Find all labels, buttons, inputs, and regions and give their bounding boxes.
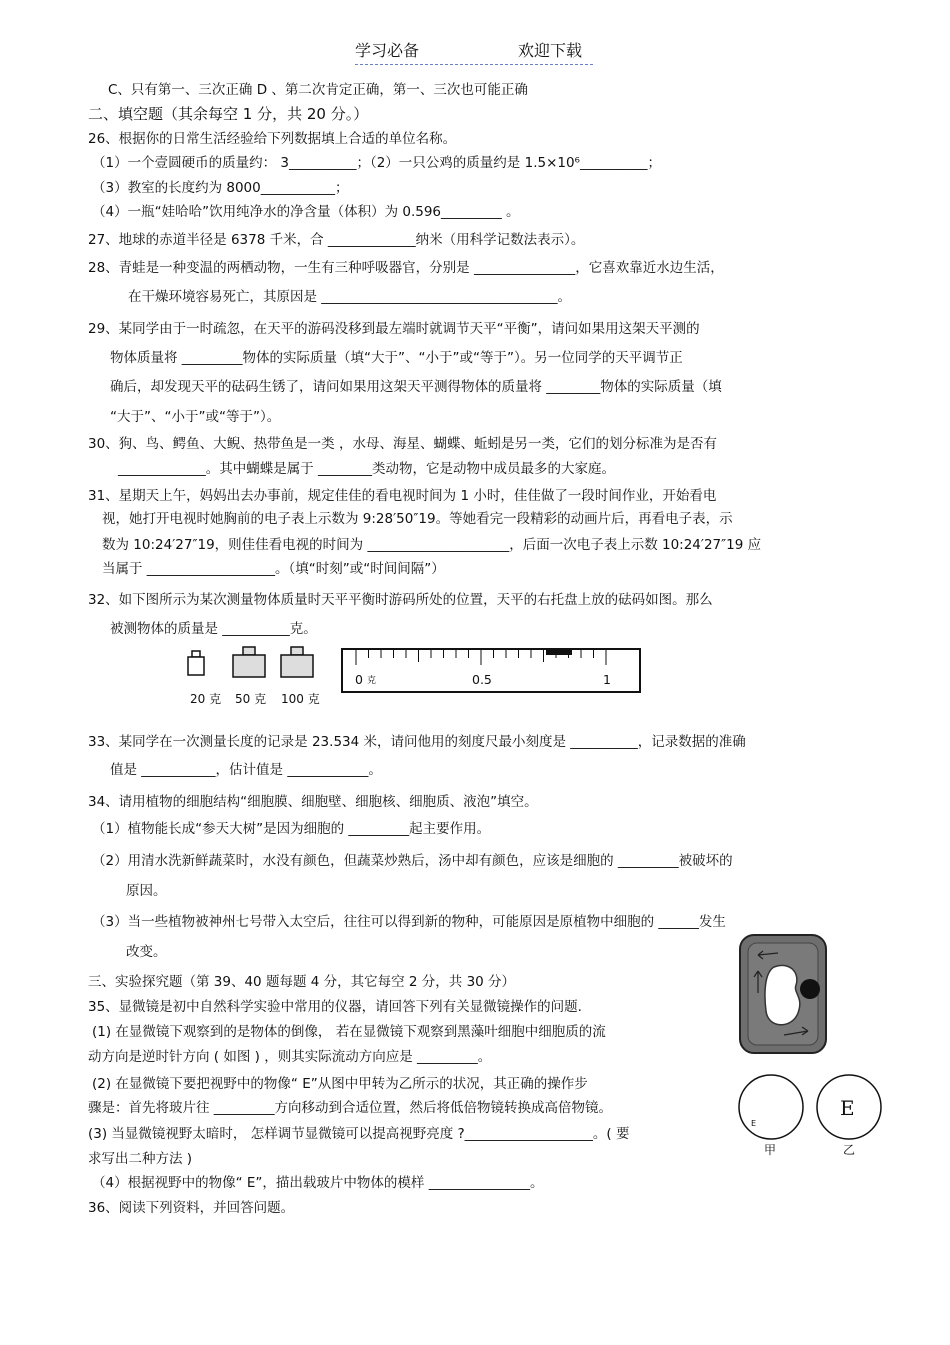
- ruler-end: 1: [603, 672, 611, 687]
- text-line: 31、星期天上午，妈妈出去办事前，规定佳佳的看电视时间为 1 小时，佳佳做了一段时间作业，开始看电: [88, 488, 717, 504]
- text-line: （2）用清水洗新鲜蔬菜时，水没有颜色，但蔬菜炒熟后，汤中却有颜色，应该是细胞的 _________被破坏的: [92, 853, 733, 869]
- text-line: 35、显微镜是初中自然科学实验中常用的仪器，请回答下列有关显微镜操作的问题.: [88, 999, 582, 1015]
- weights-figure: [180, 645, 330, 685]
- text-line: （1）一个壹圆硬币的质量约： 3__________；（2）一只公鸡的质量约是 1.5×10⁶__________；: [92, 155, 661, 171]
- ruler-zero: 0: [355, 672, 363, 687]
- text-line: 确后，却发现天平的砝码生锈了，请问如果用这架天平测得物体的质量将 ________物体的实际质量（填: [110, 379, 722, 395]
- text-line: （1）植物能长成“参天大树”是因为细胞的 _________起主要作用。: [92, 821, 491, 837]
- text-line: 29、某同学由于一时疏忽，在天平的游码没移到最左端时就调节天平“平衡”，请问如果用这架天平测的: [88, 321, 700, 337]
- rider-marker: [546, 649, 572, 655]
- text-line: 求写出二种方法 ): [88, 1151, 193, 1167]
- text-line: (3) 当显微镜视野太暗时， 怎样调节显微镜可以提高视野亮度 ?___________________。( 要: [88, 1126, 630, 1142]
- weight-20g-icon: [188, 651, 204, 675]
- balance-ruler-figure: [340, 647, 644, 695]
- text-line: 32、如下图所示为某次测量物体质量时天平平衡时游码所处的位置，天平的右托盘上放的砝码如图。那么: [88, 592, 713, 608]
- text-line: 值是 ___________，估计值是 ____________。: [110, 762, 382, 778]
- weight-label-20: 20 克: [190, 692, 222, 706]
- field-yi-letter: E: [840, 1096, 855, 1120]
- field-of-view-figure: [735, 1072, 885, 1142]
- text-line: 数为 10:24′27″19，则佳佳看电视的时间为 _____________________，后面一次电子表上示数 10:24′27″19 应: [102, 537, 762, 553]
- text-line: 改变。: [126, 944, 167, 960]
- weight-label-100: 100 克: [281, 692, 320, 706]
- text-line: 30、狗、鸟、鳄鱼、大鲵、热带鱼是一类 ，水母、海星、蝴蝶、蚯蚓是另一类，它们的划分标准为是否有: [88, 436, 717, 452]
- nucleus-shape: [800, 979, 820, 999]
- text-line: 视，她打开电视时她胸前的电子表上示数为 9:28′50″19。等她看完一段精彩的动画片后，再看电子表，示: [102, 511, 733, 527]
- ruler-unit: 克: [367, 676, 377, 686]
- text-line: （3）教室的长度约为 8000___________；: [92, 180, 349, 196]
- field-jia-circle: [739, 1075, 803, 1139]
- weight-100g-icon: [281, 647, 313, 677]
- header-right: 欢迎下载: [518, 41, 583, 60]
- text-line: 物体质量将 _________物体的实际质量（填“大于”、“小于”或“等于”）。另一位同学的天平调节正: [110, 350, 683, 366]
- text-line: 动方向是逆时针方向 ( 如图 ) ，则其实际流动方向应是 _________。: [88, 1049, 492, 1065]
- text-line: 36、阅读下列资料，并回答问题。: [88, 1200, 295, 1216]
- text-line: “大于”、“小于”或“等于”）。: [110, 409, 281, 425]
- header-left: 学习必备: [355, 41, 420, 60]
- text-line: 在干燥环境容易死亡，其原因是 ___________________________________。: [128, 289, 572, 305]
- text-line: (2) 在显微镜下要把视野中的物像“ E”从图中甲转为乙所示的状况，其正确的操作步: [92, 1076, 588, 1092]
- text-line: 被测物体的质量是 __________克。: [110, 621, 317, 637]
- text-line: 二、填空题（其余每空 1 分，共 20 分。）: [88, 105, 369, 123]
- text-line: （4）根据视野中的物像“ E”，描出载玻片中物体的模样 _______________。: [92, 1175, 544, 1191]
- text-line: 原因。: [126, 883, 167, 899]
- text-line: 28、青蛙是一种变温的两栖动物，一生有三种呼吸器官，分别是 _______________，它喜欢靠近水边生活，: [88, 260, 724, 276]
- field-jia-letter: E: [751, 1119, 757, 1128]
- vacuole-shape: [765, 965, 800, 1024]
- field-jia-label: 甲: [764, 1143, 777, 1157]
- weight-label-50: 50 克: [235, 692, 267, 706]
- text-line: （3）当一些植物被神州七号带入太空后，往往可以得到新的物种，可能原因是原植物中细胞的 ______发生: [92, 914, 726, 930]
- plant-cell-figure: [738, 933, 828, 1055]
- ruler-mid: 0.5: [472, 672, 492, 687]
- text-line: 骤是：首先将玻片往 _________方向移动到合适位置，然后将低倍物镜转换成高倍物镜。: [88, 1100, 613, 1116]
- text-line: 当属于 ___________________。（填“时刻”或“时间间隔”）: [102, 561, 445, 577]
- weight-50g-icon: [233, 647, 265, 677]
- text-line: 27、地球的赤道半径是 6378 千米，合 _____________纳米（用科学记数法表示）。: [88, 232, 585, 248]
- text-line: C、只有第一、三次正确 D 、第二次肯定正确，第一、三次也可能正确: [108, 82, 528, 98]
- field-yi-label: 乙: [843, 1143, 856, 1157]
- text-line: （4）一瓶“娃哈哈”饮用纯净水的净含量（体积）为 0.596_________ 。: [92, 204, 520, 220]
- text-line: 26、根据你的日常生活经验给下列数据填上合适的单位名称。: [88, 131, 457, 147]
- text-line: 34、请用植物的细胞结构“细胞膜、细胞壁、细胞核、细胞质、液泡”填空。: [88, 794, 538, 810]
- text-line: _____________。其中蝴蝶是属于 ________类动物，它是动物中成员最多的大家庭。: [118, 461, 616, 477]
- text-line: (1) 在显微镜下观察到的是物体的倒像， 若在显微镜下观察到黑藻叶细胞中细胞质的流: [92, 1024, 606, 1040]
- header-divider: [355, 64, 593, 65]
- text-line: 三、实验探究题（第 39、40 题每题 4 分，其它每空 2 分，共 30 分）: [88, 974, 516, 990]
- text-line: 33、某同学在一次测量长度的记录是 23.534 米，请问他用的刻度尺最小刻度是 __________，记录数据的准确: [88, 734, 746, 750]
